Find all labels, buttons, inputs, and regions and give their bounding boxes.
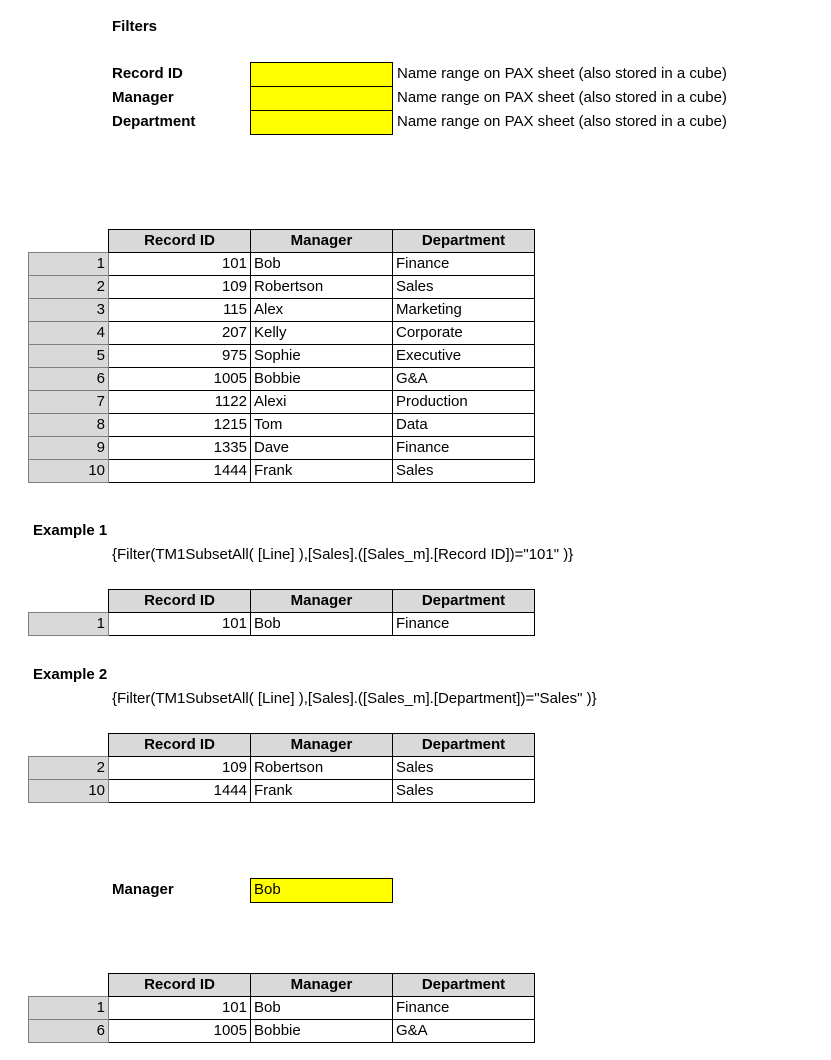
row-index[interactable]: 6: [29, 1020, 109, 1043]
cell-record-id[interactable]: 1444: [109, 460, 251, 483]
column-header-department[interactable]: Department: [393, 230, 535, 253]
manager-result-table: [28, 973, 535, 1043]
header-blank-cell: [29, 734, 109, 757]
cell-record-id[interactable]: 1335: [109, 437, 251, 460]
row-index[interactable]: 2: [29, 276, 109, 299]
cell-department[interactable]: Production: [393, 391, 535, 414]
cell-manager[interactable]: Bob: [251, 253, 393, 276]
row-index[interactable]: 3: [29, 299, 109, 322]
cell-department[interactable]: Finance: [393, 997, 535, 1020]
cell-department[interactable]: Data: [393, 414, 535, 437]
column-header-manager[interactable]: Manager: [251, 974, 393, 997]
cell-department[interactable]: Finance: [393, 253, 535, 276]
cell-manager[interactable]: Bob: [251, 997, 393, 1020]
filter-label-manager: Manager: [112, 89, 174, 106]
table-header-row: [29, 974, 535, 997]
filter-note-department: Name range on PAX sheet (also stored in a cube): [397, 113, 727, 130]
example1-formula: {Filter(TM1SubsetAll( [Line] ),[Sales].([Sales_m].[Record ID])="101" )}: [112, 546, 574, 563]
table-header-row: [29, 230, 535, 253]
example2-formula: {Filter(TM1SubsetAll( [Line] ),[Sales].([Sales_m].[Department])="Sales" )}: [112, 690, 597, 707]
table-row: [29, 1020, 535, 1043]
filter-label-record-id: Record ID: [112, 65, 183, 82]
row-index[interactable]: 1: [29, 253, 109, 276]
cell-department[interactable]: Marketing: [393, 299, 535, 322]
cell-record-id[interactable]: 115: [109, 299, 251, 322]
cell-manager[interactable]: Robertson: [251, 757, 393, 780]
column-header-record-id[interactable]: Record ID: [109, 734, 251, 757]
cell-department[interactable]: Sales: [393, 780, 535, 803]
filter-input-record-id[interactable]: [250, 62, 393, 87]
table-row: [29, 437, 535, 460]
cell-manager[interactable]: Sophie: [251, 345, 393, 368]
column-header-department[interactable]: Department: [393, 590, 535, 613]
example1-table: [28, 589, 535, 636]
row-index[interactable]: 10: [29, 780, 109, 803]
example2-title: Example 2: [33, 666, 108, 683]
row-index[interactable]: 5: [29, 345, 109, 368]
filter-value-record-id: [251, 65, 254, 82]
column-header-manager[interactable]: Manager: [251, 590, 393, 613]
filter-note-record-id: Name range on PAX sheet (also stored in a cube): [397, 65, 727, 82]
row-index[interactable]: 2: [29, 757, 109, 780]
row-index[interactable]: 6: [29, 368, 109, 391]
filter-note-manager: Name range on PAX sheet (also stored in a cube): [397, 89, 727, 106]
cell-manager[interactable]: Alex: [251, 299, 393, 322]
cell-record-id[interactable]: 1122: [109, 391, 251, 414]
column-header-record-id[interactable]: Record ID: [109, 230, 251, 253]
table-row: [29, 299, 535, 322]
cell-manager[interactable]: Kelly: [251, 322, 393, 345]
table-header-row: [29, 734, 535, 757]
table-row: [29, 322, 535, 345]
filter-value-department: [251, 113, 254, 130]
cell-manager[interactable]: Frank: [251, 460, 393, 483]
header-blank-cell: [29, 590, 109, 613]
cell-department[interactable]: Sales: [393, 276, 535, 299]
row-index[interactable]: 1: [29, 997, 109, 1020]
table-row: [29, 253, 535, 276]
filter-label-department: Department: [112, 113, 196, 130]
cell-department[interactable]: Sales: [393, 757, 535, 780]
main-table: [28, 229, 535, 483]
cell-record-id[interactable]: 975: [109, 345, 251, 368]
filter-input-department[interactable]: [250, 110, 393, 135]
column-header-department[interactable]: Department: [393, 734, 535, 757]
cell-department[interactable]: Sales: [393, 460, 535, 483]
table-row: [29, 276, 535, 299]
column-header-record-id[interactable]: Record ID: [109, 974, 251, 997]
cell-record-id[interactable]: 1005: [109, 368, 251, 391]
example2-table: [28, 733, 535, 803]
table-row: [29, 997, 535, 1020]
manager-filter-label: Manager: [112, 881, 174, 898]
cell-record-id[interactable]: 207: [109, 322, 251, 345]
manager-filter-input[interactable]: [250, 878, 393, 903]
cell-manager[interactable]: Bobbie: [251, 368, 393, 391]
row-index[interactable]: 8: [29, 414, 109, 437]
table-row: [29, 460, 535, 483]
row-index[interactable]: 9: [29, 437, 109, 460]
cell-manager[interactable]: Tom: [251, 414, 393, 437]
cell-record-id[interactable]: 1215: [109, 414, 251, 437]
column-header-department[interactable]: Department: [393, 974, 535, 997]
column-header-manager[interactable]: Manager: [251, 230, 393, 253]
cell-department[interactable]: G&A: [393, 1020, 535, 1043]
cell-manager[interactable]: Robertson: [251, 276, 393, 299]
cell-department[interactable]: Finance: [393, 613, 535, 636]
table-row: [29, 757, 535, 780]
column-header-manager[interactable]: Manager: [251, 734, 393, 757]
cell-manager[interactable]: Dave: [251, 437, 393, 460]
table-row: [29, 613, 535, 636]
cell-record-id[interactable]: 1005: [109, 1020, 251, 1043]
header-blank-cell: [29, 230, 109, 253]
filters-title: Filters: [112, 18, 158, 35]
cell-record-id[interactable]: 101: [109, 997, 251, 1020]
cell-record-id[interactable]: 109: [109, 757, 251, 780]
filter-value-manager: [251, 89, 254, 106]
row-index[interactable]: 4: [29, 322, 109, 345]
table-row: [29, 391, 535, 414]
cell-department[interactable]: Executive: [393, 345, 535, 368]
cell-department[interactable]: Corporate: [393, 322, 535, 345]
cell-manager[interactable]: Frank: [251, 780, 393, 803]
cell-record-id[interactable]: 101: [109, 253, 251, 276]
cell-manager[interactable]: Bob: [251, 613, 393, 636]
cell-manager[interactable]: Bobbie: [251, 1020, 393, 1043]
row-index[interactable]: 10: [29, 460, 109, 483]
table-row: [29, 414, 535, 437]
filter-input-manager[interactable]: [250, 86, 393, 111]
manager-filter-value: Bob: [254, 881, 281, 898]
cell-record-id[interactable]: 101: [109, 613, 251, 636]
cell-manager[interactable]: Alexi: [251, 391, 393, 414]
table-header-row: [29, 590, 535, 613]
table-row: [29, 780, 535, 803]
row-index[interactable]: 1: [29, 613, 109, 636]
cell-record-id[interactable]: 109: [109, 276, 251, 299]
table-row: [29, 345, 535, 368]
cell-department[interactable]: Finance: [393, 437, 535, 460]
table-row: [29, 368, 535, 391]
cell-department[interactable]: G&A: [393, 368, 535, 391]
column-header-record-id[interactable]: Record ID: [109, 590, 251, 613]
row-index[interactable]: 7: [29, 391, 109, 414]
header-blank-cell: [29, 974, 109, 997]
example1-title: Example 1: [33, 522, 108, 539]
cell-record-id[interactable]: 1444: [109, 780, 251, 803]
